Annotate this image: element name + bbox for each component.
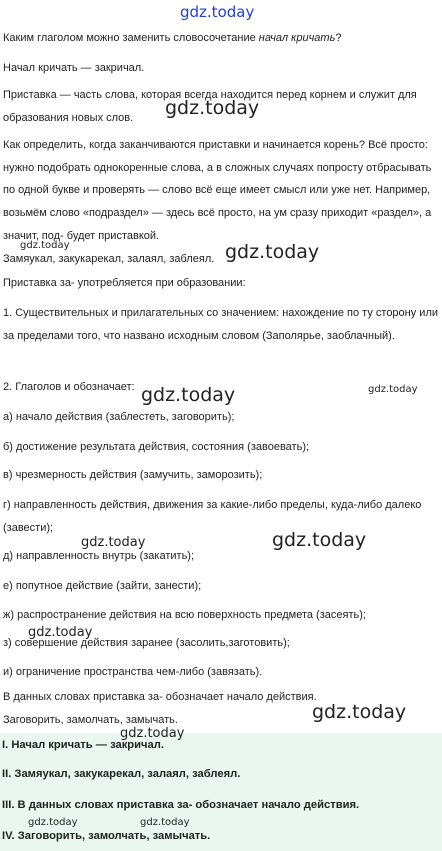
watermark: gdz.today — [312, 701, 407, 723]
list-item-v: в) чрезмерность действия (замучить, заморозить); — [3, 469, 263, 481]
paragraph-7: 2. Глаголов и обозначает: — [3, 381, 135, 393]
list-item-e: е) попутное действие (зайти, занести); — [3, 580, 202, 592]
watermark: gdz.today — [81, 535, 146, 550]
watermark-top: gdz.today — [180, 3, 255, 21]
answer-1: I. Начал кричать — закричал. — [2, 739, 164, 751]
paragraph-6: 1. Существительных и прилагательных со значением: нахождение по ту сторону или за пределами того, что названо исходным словом (Заполярье, заоблачный). — [3, 307, 439, 342]
paragraph-4: Замяукал, закукарекал, залаял, заблеял. — [3, 253, 215, 265]
list-item-b: б) достижение результата действия, состояния (завоевать); — [3, 441, 310, 453]
list-item-d: д) направленность внутрь (закатить); — [3, 550, 195, 562]
answers-box — [0, 733, 442, 851]
question-italic: начал кричать — [258, 32, 336, 44]
list-item-i: и) ограничение пространства чем-либо (завязать). — [3, 666, 263, 678]
answer-3: III. В данных словах приставка за- обозначает начало действия. — [2, 799, 360, 811]
paragraph-conclusion: В данных словах приставка за- обозначает начало действия. — [3, 691, 317, 703]
watermark: gdz.today — [140, 817, 190, 828]
list-item-z: з) совершение действия заранее (засолить,заготовить); — [3, 637, 290, 649]
watermark: gdz.today — [368, 384, 418, 395]
question-text — [3, 27, 439, 50]
watermark: gdz.today — [141, 384, 236, 406]
paragraph-5: Приставка за- употребляется при образовании: — [3, 277, 246, 289]
watermark: gdz.today — [28, 817, 78, 828]
watermark: gdz.today — [28, 625, 93, 640]
paragraph-1: Начал кричать — закричал. — [3, 62, 145, 74]
paragraph-3: Как определить, когда заканчиваются приставки и начинается корень? Всё просто: нужно подобрать однокоренные слова, а в сложных случаях попросту отбрасывать по одной букве и проверять — слово всё еще имеет смысл или уже нет. Например, возьмём слово «подраздел» — здесь всё просто, на ум сразу приходит «раздел», а значит, под- будет приставкой. — [3, 139, 432, 242]
answer-4: IV. Заговорить, замолчать, замычать. — [2, 830, 211, 842]
question-suffix: ? — [335, 32, 342, 44]
watermark: gdz.today — [225, 241, 320, 263]
list-item-a: а) начало действия (заблестеть, заговорить); — [3, 411, 235, 423]
question-prefix: Каким глаголом можно заменить словосочетание — [3, 32, 259, 44]
list-item-zh: ж) распространение действия на всю поверхность предмета (засеять); — [3, 609, 366, 621]
answer-2: II. Замяукал, закукарекал, залаял, заблеял. — [2, 768, 241, 780]
watermark: gdz.today — [120, 726, 185, 741]
watermark: gdz.today — [165, 97, 260, 119]
paragraph-2: Приставка — часть слова, которая всегда находится перед корнем и служит для образования новых слов. — [3, 89, 417, 124]
watermark: gdz.today — [20, 240, 70, 251]
paragraph-examples: Заговорить, замолчать, замычать. — [3, 714, 178, 726]
list-item-g: г) направленность действия, движения за какие-либо пределы, куда-либо далеко (завести); — [3, 499, 422, 534]
watermark: gdz.today — [272, 529, 367, 551]
